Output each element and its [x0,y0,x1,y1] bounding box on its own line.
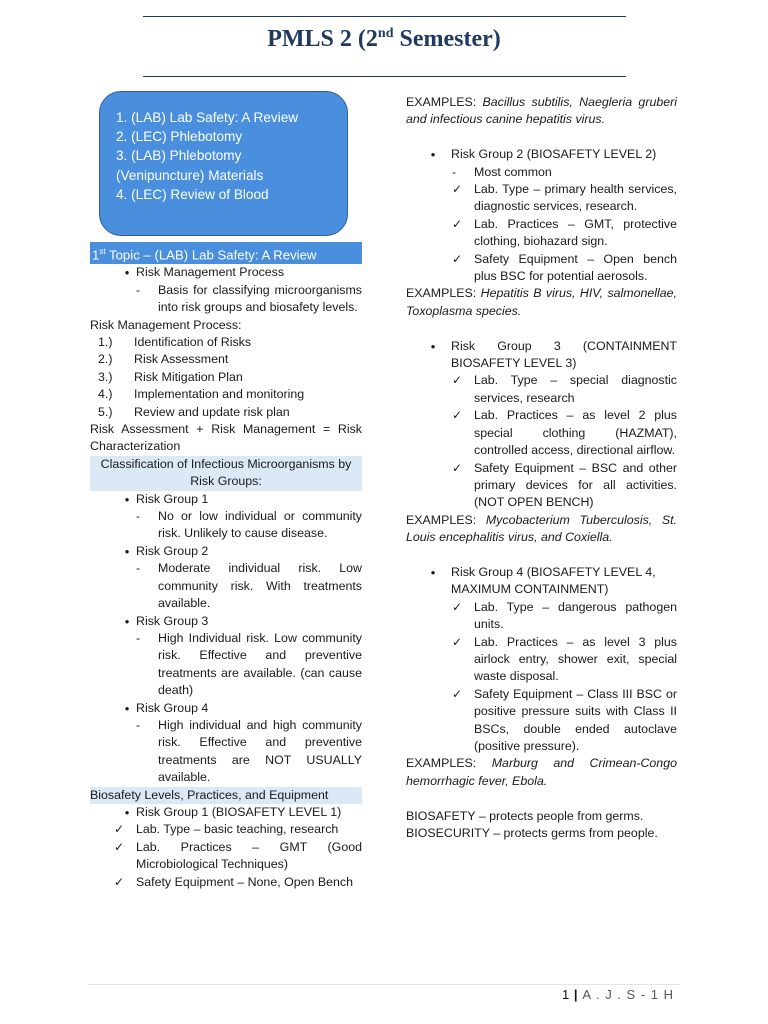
classification-heading: Classification of Infectious Microorganisms by Risk Groups: [90,456,362,491]
bullet-icon: • [124,491,130,507]
dash-icon: - [136,561,141,576]
risk-group-name: Risk Group 4 [136,700,209,715]
toc-item: 1. (LAB) Lab Safety: A Review [116,110,299,125]
page-title [0,26,768,53]
check-item [406,634,677,686]
bullet-icon: • [430,564,436,580]
right-column [406,94,677,842]
check-icon: ✓ [452,373,463,388]
examples-label: EXAMPLES: [406,512,486,527]
list-item [90,543,362,560]
list-item [90,613,362,630]
list-item [90,264,362,281]
check-item-text: Lab. Practices – as level 3 plus airlock entry, shower exit, special waste disposal. [474,634,677,684]
topic-superscript: st [99,247,106,256]
examples-text: Marburg and Crimean-Congo hemorrhagic fever, Ebola. [406,756,677,788]
check-item [406,460,677,512]
table-of-contents [99,91,348,236]
step-text: Risk Assessment [134,352,229,367]
step-number: 4.) [98,387,113,402]
numbered-item [90,334,362,351]
step-number: 1.) [98,335,113,350]
step-number: 5.) [98,404,113,419]
dash-icon: - [136,717,141,732]
examples-rg2 [406,285,677,320]
check-item [406,216,677,251]
numbered-item [90,369,362,386]
bullet-icon: • [430,338,436,354]
check-icon: ✓ [452,460,463,475]
check-item-text: Safety Equipment – Open bench plus BSC for potential aerosols. [474,251,677,284]
risk-group-name: Risk Group 2 [136,543,209,558]
page-footer [562,987,674,1002]
examples-text: Bacillus subtilis, Naegleria gruberi and infectious canine hepatitis virus. [406,95,677,127]
check-item-text: Lab. Practices – GMT (Good Microbiological Techniques) [136,839,362,872]
risk-group-desc: No or low individual or community risk. Unlikely to cause disease. [158,509,362,541]
examples-label: EXAMPLES: [406,95,483,109]
bullet-icon: • [124,613,130,629]
check-item [406,686,677,756]
check-item [406,407,677,459]
list-item [406,146,677,163]
topic-heading [90,242,362,264]
step-text: Risk Mitigation Plan [134,369,243,384]
numbered-item [90,386,362,403]
bullet-icon: • [124,700,130,716]
step-number: 3.) [98,369,113,384]
check-item-text: Lab. Type – primary health services, diagnostic services, research. [474,182,677,214]
title-suffix: Semester) [393,26,501,52]
rmp-heading: Risk Management Process: [90,317,242,332]
list-item [406,164,677,181]
list-item [90,560,362,612]
bullet-icon: • [430,147,436,163]
check-item [90,874,362,891]
examples-label: EXAMPLES: [406,756,492,771]
list-item-text: Risk Management Process [136,265,285,280]
footer-rule [88,984,680,985]
list-item [90,804,362,821]
step-text: Review and update risk plan [134,404,290,419]
check-item-text: Safety Equipment – BSC and other primary devices for all activities. (NOT OPEN BENCH) [474,460,677,510]
risk-equation: Risk Assessment + Risk Management = Risk Characterization [90,422,362,454]
risk-group-name: Risk Group 1 [136,491,209,506]
biosafety-definition: BIOSAFETY – protects people from germs. [406,808,644,823]
list-item-text: Most common [474,164,552,179]
biosecurity-definition: BIOSECURITY – protects germs from people. [406,826,658,840]
dash-icon: - [136,509,141,524]
check-icon: ✓ [452,182,463,197]
title-bottom-rule [143,76,626,77]
title-prefix: PMLS 2 (2 [267,26,378,52]
bullet-icon: • [124,543,130,559]
examples-text: Mycobacterium Tuberculosis, St. Louis encephalitis virus, and Coxiella. [406,512,677,545]
bullet-icon: • [124,265,130,281]
examples-label: EXAMPLES: [406,286,481,301]
page-number: 1 [562,987,570,1002]
dash-icon: - [452,164,457,179]
check-icon: ✓ [452,216,463,231]
list-item-text: Risk Group 1 (BIOSAFETY LEVEL 1) [136,804,342,819]
list-item [90,282,362,317]
examples-rg3 [406,512,677,547]
check-item-text: Lab. Practices – GMT, protective clothing, biohazard sign. [474,216,677,249]
bullet-icon: • [124,804,130,820]
topic-number: 1 [92,247,100,263]
check-item-text: Lab. Practices – as level 2 plus special clothing (HAZMAT), controlled access, directional airflow. [474,408,677,458]
biosafety-levels-heading: Biosafety Levels, Practices, and Equipment [90,787,362,804]
risk-group-desc: High individual and high community risk. Effective and preventive treatments are NOT USUALLY available. [158,717,362,785]
check-icon: ✓ [452,599,463,614]
list-item [406,338,677,373]
check-item-text: Lab. Type – basic teaching, research [136,822,339,837]
check-item [406,251,677,286]
list-item [90,700,362,717]
check-item [406,372,677,407]
numbered-item [90,404,362,421]
check-item-text: Safety Equipment – Class III BSC or positive pressure suits with Class II BSCs, double ended autoclave (positive pressure). [474,686,677,753]
step-number: 2.) [98,352,113,367]
left-column [90,242,362,891]
list-item [90,491,362,508]
check-item-text: Lab. Type – special diagnostic services, research [474,373,677,405]
numbered-item [90,351,362,368]
risk-group-desc: High Individual risk. Low community risk. Effective and preventive treatments are available. (can cause death) [158,630,362,698]
step-text: Identification of Risks [134,335,252,350]
check-item-text: Lab. Type – dangerous pathogen units. [474,599,677,632]
check-item-text: Safety Equipment – None, Open Bench [136,874,353,889]
check-icon: ✓ [452,686,463,701]
check-icon: ✓ [452,408,463,423]
check-icon: ✓ [114,839,125,854]
check-item [90,839,362,874]
footer-separator: | [573,987,579,1002]
risk-group-desc: Moderate individual risk. Low community risk. With treatments available. [158,561,362,611]
examples-rg4 [406,755,677,790]
list-item-text: Risk Group 4 (BIOSAFETY LEVEL 4, MAXIMUM CONTAINMENT) [451,564,656,597]
topic-title: Topic – (LAB) Lab Safety: A Review [105,247,317,263]
check-icon: ✓ [452,251,463,266]
examples-text: Hepatitis B virus, HIV, salmonellae, Toxoplasma species. [406,286,678,318]
toc-item: 3. (LAB) Phlebotomy [116,148,242,164]
toc-item: 4. (LEC) Review of Blood [116,186,269,202]
top-rule [143,16,626,17]
list-item [406,564,677,599]
dash-icon: - [136,630,141,645]
examples-rg1 [406,94,677,129]
toc-item: 2. (LEC) Phlebotomy [116,129,243,145]
list-item [90,630,362,700]
check-item [406,599,677,634]
list-item [90,717,362,787]
list-item [90,508,362,543]
check-icon: ✓ [114,822,125,837]
dash-icon: - [136,282,141,297]
step-text: Implementation and monitoring [134,387,305,402]
toc-item: (Venipuncture) Materials [116,167,264,183]
check-icon: ✓ [114,874,125,889]
risk-group-name: Risk Group 3 [136,613,209,628]
list-item-text: Basis for classifying microorganisms into risk groups and biosafety levels. [158,282,362,315]
check-item [406,181,677,216]
check-icon: ✓ [452,634,463,649]
title-superscript: nd [377,26,394,41]
check-item [90,821,362,838]
list-item-text: Risk Group 2 (BIOSAFETY LEVEL 2) [451,147,657,162]
list-item-text: Risk Group 3 (CONTAINMENT BIOSAFETY LEVEL 3) [451,338,677,371]
footer-initials: A . J . S - 1 H [578,987,674,1002]
